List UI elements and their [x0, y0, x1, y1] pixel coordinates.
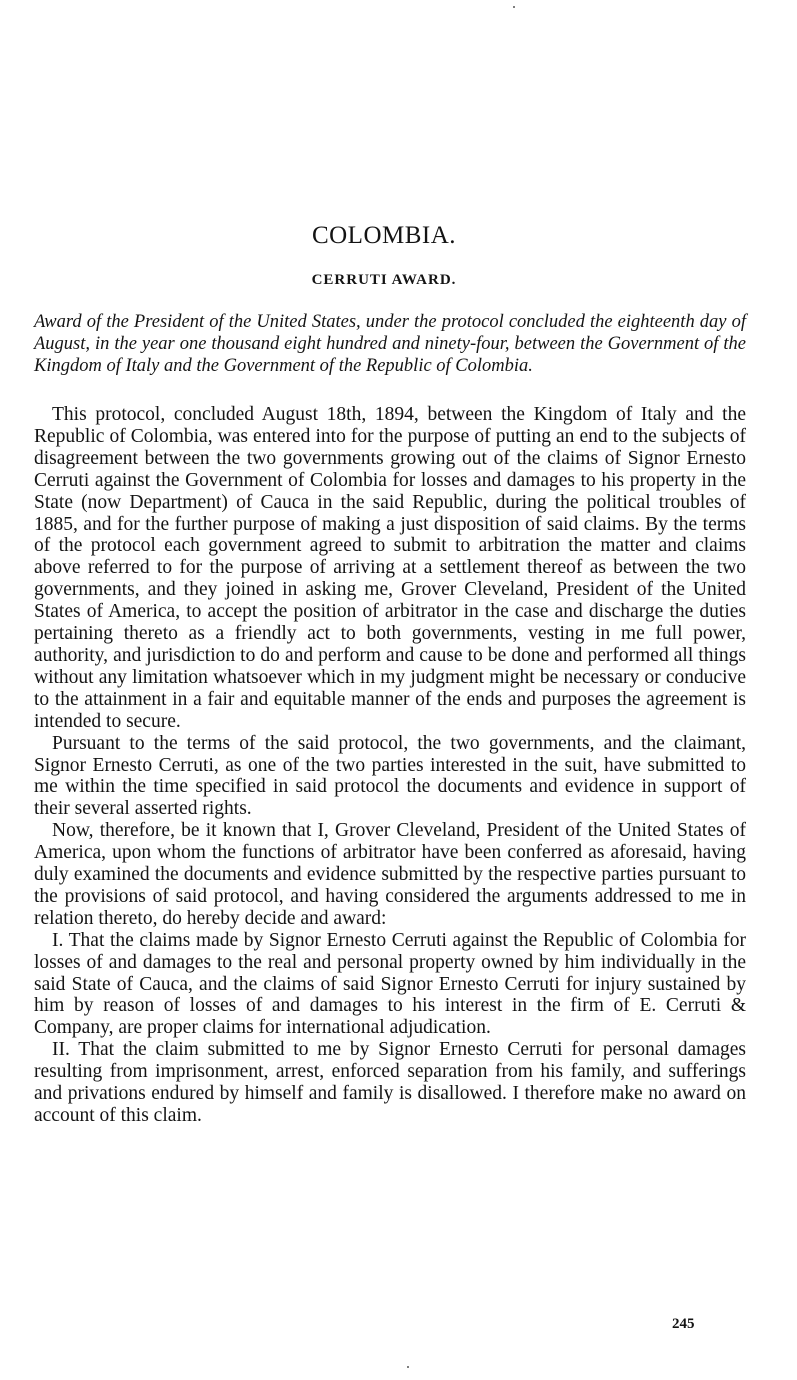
page-number: 245 — [672, 1316, 695, 1332]
paragraph-now-therefore: Now, therefore, be it known that I, Grover Cleveland, President of the United States of America, upon whom the functions of arbitrator have been conferred as aforesaid, having duly examined the documents and evidence submitted by the respective parties pursuant to the provisions of said protocol, and having considered the arguments addressed to me in relation thereto, do hereby decide and award: — [34, 820, 746, 929]
paragraph-protocol: This protocol, concluded August 18th, 1894, between the Kingdom of Italy and the Republic of Colombia, was entered into for the purpose of putting an end to the subjects of disagreement between the two governments growing out of the claims of Signor Ernesto Cerruti against the Government of Colombia for losses and damages to his property in the State (now Department) of Cauca in the said Republic, during the political troubles of 1885, and for the further purpose of making a just disposition of said claims. By the terms of the protocol each government agreed to submit to arbitration the matter and claims above referred to for the purpose of arriving at a settlement thereof as between the two governments, and they joined in asking me, Grover Cleveland, President of the United States of America, to accept the position of arbitrator in the case and discharge the duties pertaining thereto as a friendly act to both governments, vesting in me full power, authority, and jurisdiction to do and perform and cause to be done and performed all things without any limitation whatsoever which in my judgment might be necessary or conducive to the attainment in a fair and equitable manner of the ends and purposes the agreement is intended to secure. — [34, 404, 746, 732]
paragraph-award-first: I. That the claims made by Signor Ernesto Cerruti against the Republic of Colombia for losses of and damages to the real and personal property owned by him individually in the said State of Cauca, and the claims of said Signor Ernesto Cerruti for injury sustained by him by reason of losses of and damages to his interest in the firm of E. Cerruti & Company, are proper claims for international adjudication. — [34, 929, 746, 1039]
paragraph-award-second: II. That the claim submitted to me by Signor Ernesto Cerruti for personal damages resulting from imprisonment, arrest, enforced separation from his family, and sufferings and privations endured by himself and family is disallowed. I therefore make no award on account of this claim. — [34, 1039, 746, 1126]
document-page — [34, 0, 746, 1380]
body-text — [34, 404, 746, 1127]
award-preamble: Award of the President of the United States, under the protocol concluded the eighteenth day of August, in the year one thousand eight hundred and ninety-four, between the Government of the Kingdom of Italy and the Government of the Republic of Colombia. — [34, 312, 746, 376]
paragraph-pursuant: Pursuant to the terms of the said protocol, the two governments, and the claimant, Signor Ernesto Cerruti, as one of the two parties interested in the suit, have submitted to me within the time specified in said protocol the documents and evidence in support of their several asserted rights. — [34, 732, 746, 820]
page-title: COLOMBIA. — [311, 222, 457, 249]
section-subtitle: CERRUTI AWARD. — [311, 272, 457, 288]
